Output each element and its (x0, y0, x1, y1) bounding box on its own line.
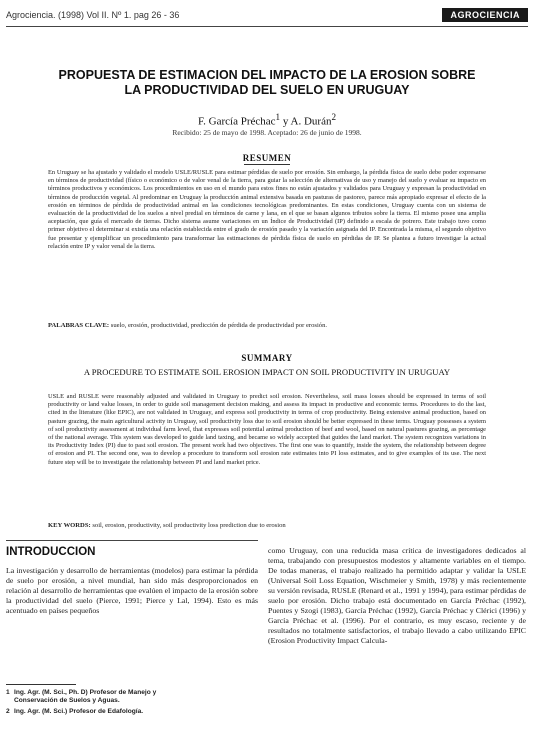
summary-heading: SUMMARY (241, 353, 293, 363)
palabras-clave (48, 322, 486, 330)
title-line-2: LA PRODUCTIVIDAD DEL SUELO EN URUGUAY (124, 83, 410, 97)
introduccion-heading: INTRODUCCION (6, 546, 96, 558)
summary-title: A PROCEDURE TO ESTIMATE SOIL EROSION IMPACT ON SOIL PRODUCTIVITY IN URUGUAY (83, 367, 451, 377)
key-words (48, 522, 486, 530)
palabras-clave-text: suelo, erosión, productividad, predicción de pérdida de productividad por erosión. (109, 322, 328, 329)
header-rule (6, 26, 528, 27)
journal-reference: Agrociencia. (1998) Vol II. Nº 1. pag 26 - 36 (6, 10, 180, 20)
journal-badge: AGROCIENCIA (442, 8, 528, 22)
intro-left-column: La investigación y desarrollo de herramientas (modelos) para estimar la pérdida de suelo por erosión, a nivel mundial, han sido más desproporcionados en relación al desarrollo de herramientas que evalúen el impacto de la erosión sobre la productividad del suelo (Pierce, 1991; Pierce y Lal, 1994). Esto es más acentuado en países pequeños (6, 566, 258, 615)
resumen-text: En Uruguay se ha ajustado y validado el modelo USLE/RUSLE para estimar pérdidas de suelo por erosión. Sin embargo, la pérdida física de suelo debe poder expresarse en términos de productividad (físico o económico o de valor venal de la tierra, para guiar la selección de alternativas de uso y manejo del suelo y evaluar su impacto en términos productivos y económicos. Los procedimientos en uso en el mundo para estos fines no están ajustados y validados para Uruguay y expresan la productividad en términos de producción vegetal. Al predominar en Uruguay la producción animal extensiva basada en pasturas de pastoreo, parece más apropiado expresar el efecto de la erosión en términos de pérdida de productividad animal en las condiciones tecnológicas predominantes. En estas condiciones, Uruguay cuenta con un sistema de evaluación de la productividad de los suelos a nivel predial en términos de carne y lana, en el que se basan algunos tributos sobre la tierra. El mismo posee una amplia aceptación, que guía el mercado de tierras. Dicho sistema asume variaciones en un Índice de Productividad (IP) definido a escala de potrero. Este trabajo tuvo como primer objetivo el determinar si existía una relación establecida entre el grado de erosión pasado y la variación asignada del IP. Encontrada la misma, el segundo objetivo fue presentar y ejemplificar un procedimiento para transformar las estimaciones de pérdida física de suelo en pérdidas de IP. Se plantea a futuro investigar la actual relación entre IP y valor venal de la tierra. (48, 169, 486, 250)
page-header (6, 6, 528, 24)
author-2: A. Durán (290, 115, 332, 128)
key-words-label: KEY WORDS: (48, 522, 91, 529)
footnote-2-number: 2 (6, 708, 10, 715)
footnote-2 (6, 708, 256, 716)
resumen-heading: RESUMEN (0, 153, 534, 165)
author-1-affiliation: 1 (275, 112, 281, 122)
footnote-1-line-2: Conservación de Suelos y Aguas. (14, 697, 120, 704)
footnote-1 (6, 689, 256, 705)
author-separator: y (280, 115, 291, 128)
footnote-1-line-1: Ing. Agr. (M. Sci., Ph. D) Profesor de Manejo y (14, 689, 157, 696)
palabras-clave-label: PALABRAS CLAVE: (48, 322, 110, 329)
summary-text: USLE and RUSLE were reasonably adjusted and validated in Uruguay to predict soil erosion. Nevertheless, soil mass losses should be expressed in terms of soil productivity or land value losses, in order to guide soil management decision making, and assess its impact in productive and economic terms. Procedures to do the last, cited in the literature (like EPIC), are not validated in Uruguay, and express soil productivity in terms of crop productivity. Being extensive animal production, based on pasture grazing, the main agricultural activity in Uruguay, soil productivity loss due to soil erosion should be better expressed in these terms. Uruguay possesses a system of soil productivity assessment at individual farm level, that expresses soil potential animal production of beef and wool, based on natural pastures grazing, as percentage of the national average. This system was developed to guide land taxing, and became so widely accepted that guides the land market. The system recognizes variations in its Productivity Index (PI) due to past soil erosion. The present work had two objectives. The first one was to quantify, inside the system, the relationship between degree of erosion and PI. The second one, was to develop a procedure to transform soil erosion rate estimates into PI loss estimates, and to give examples of its use. The next future step will be to investigate the relationship between PI and land market price. (48, 393, 486, 466)
intro-right-column: como Uruguay, con una reducida masa crítica de investigadores dedicados al tema, trabajando con presupuestos modestos y altamente variables en el tiempo. De todas maneras, el trabajo realizado ha permitido adaptar y validar la USLE (Universal Soil Loss Equation, Wischmeier y Smith, 1978) y más recientemente su versión revisada, RUSLE (Renard et al., 1991 y 1994), para estimar pérdidas de suelo por erosión. Dicho trabajo está documentado en García Préchac (1992), Puentes y Szogi (1983), García Préchac (1992), García Préchac y Clérici (1996) y García Préchac et al. (1996). Por el contrario, es muy escaso, reciente y de resultados no totalmente satisfactorios, el trabajo llevado a cabo utilizando EPIC (Erosion Productivity Impact Calcula- (268, 546, 526, 645)
author-1: F. García Préchac (197, 115, 276, 128)
footnote-2-line-1: Ing. Agr. (M. Sci.) Profesor de Edafología. (14, 708, 144, 715)
footnote-rule (6, 684, 76, 685)
author-2-affiliation: 2 (331, 112, 337, 122)
article-title (20, 68, 514, 98)
author-line (0, 112, 534, 128)
intro-rule (6, 540, 258, 541)
key-words-text: soil, erosion, productivity, soil productivity loss prediction due to erosion (90, 522, 286, 529)
footnote-1-number: 1 (6, 689, 10, 696)
received-accepted-dates: Recibido: 25 de mayo de 1998. Aceptado: 26 de junio de 1998. (172, 128, 362, 137)
title-line-1: PROPUESTA DE ESTIMACION DEL IMPACTO DE LA EROSION SOBRE (58, 68, 476, 82)
